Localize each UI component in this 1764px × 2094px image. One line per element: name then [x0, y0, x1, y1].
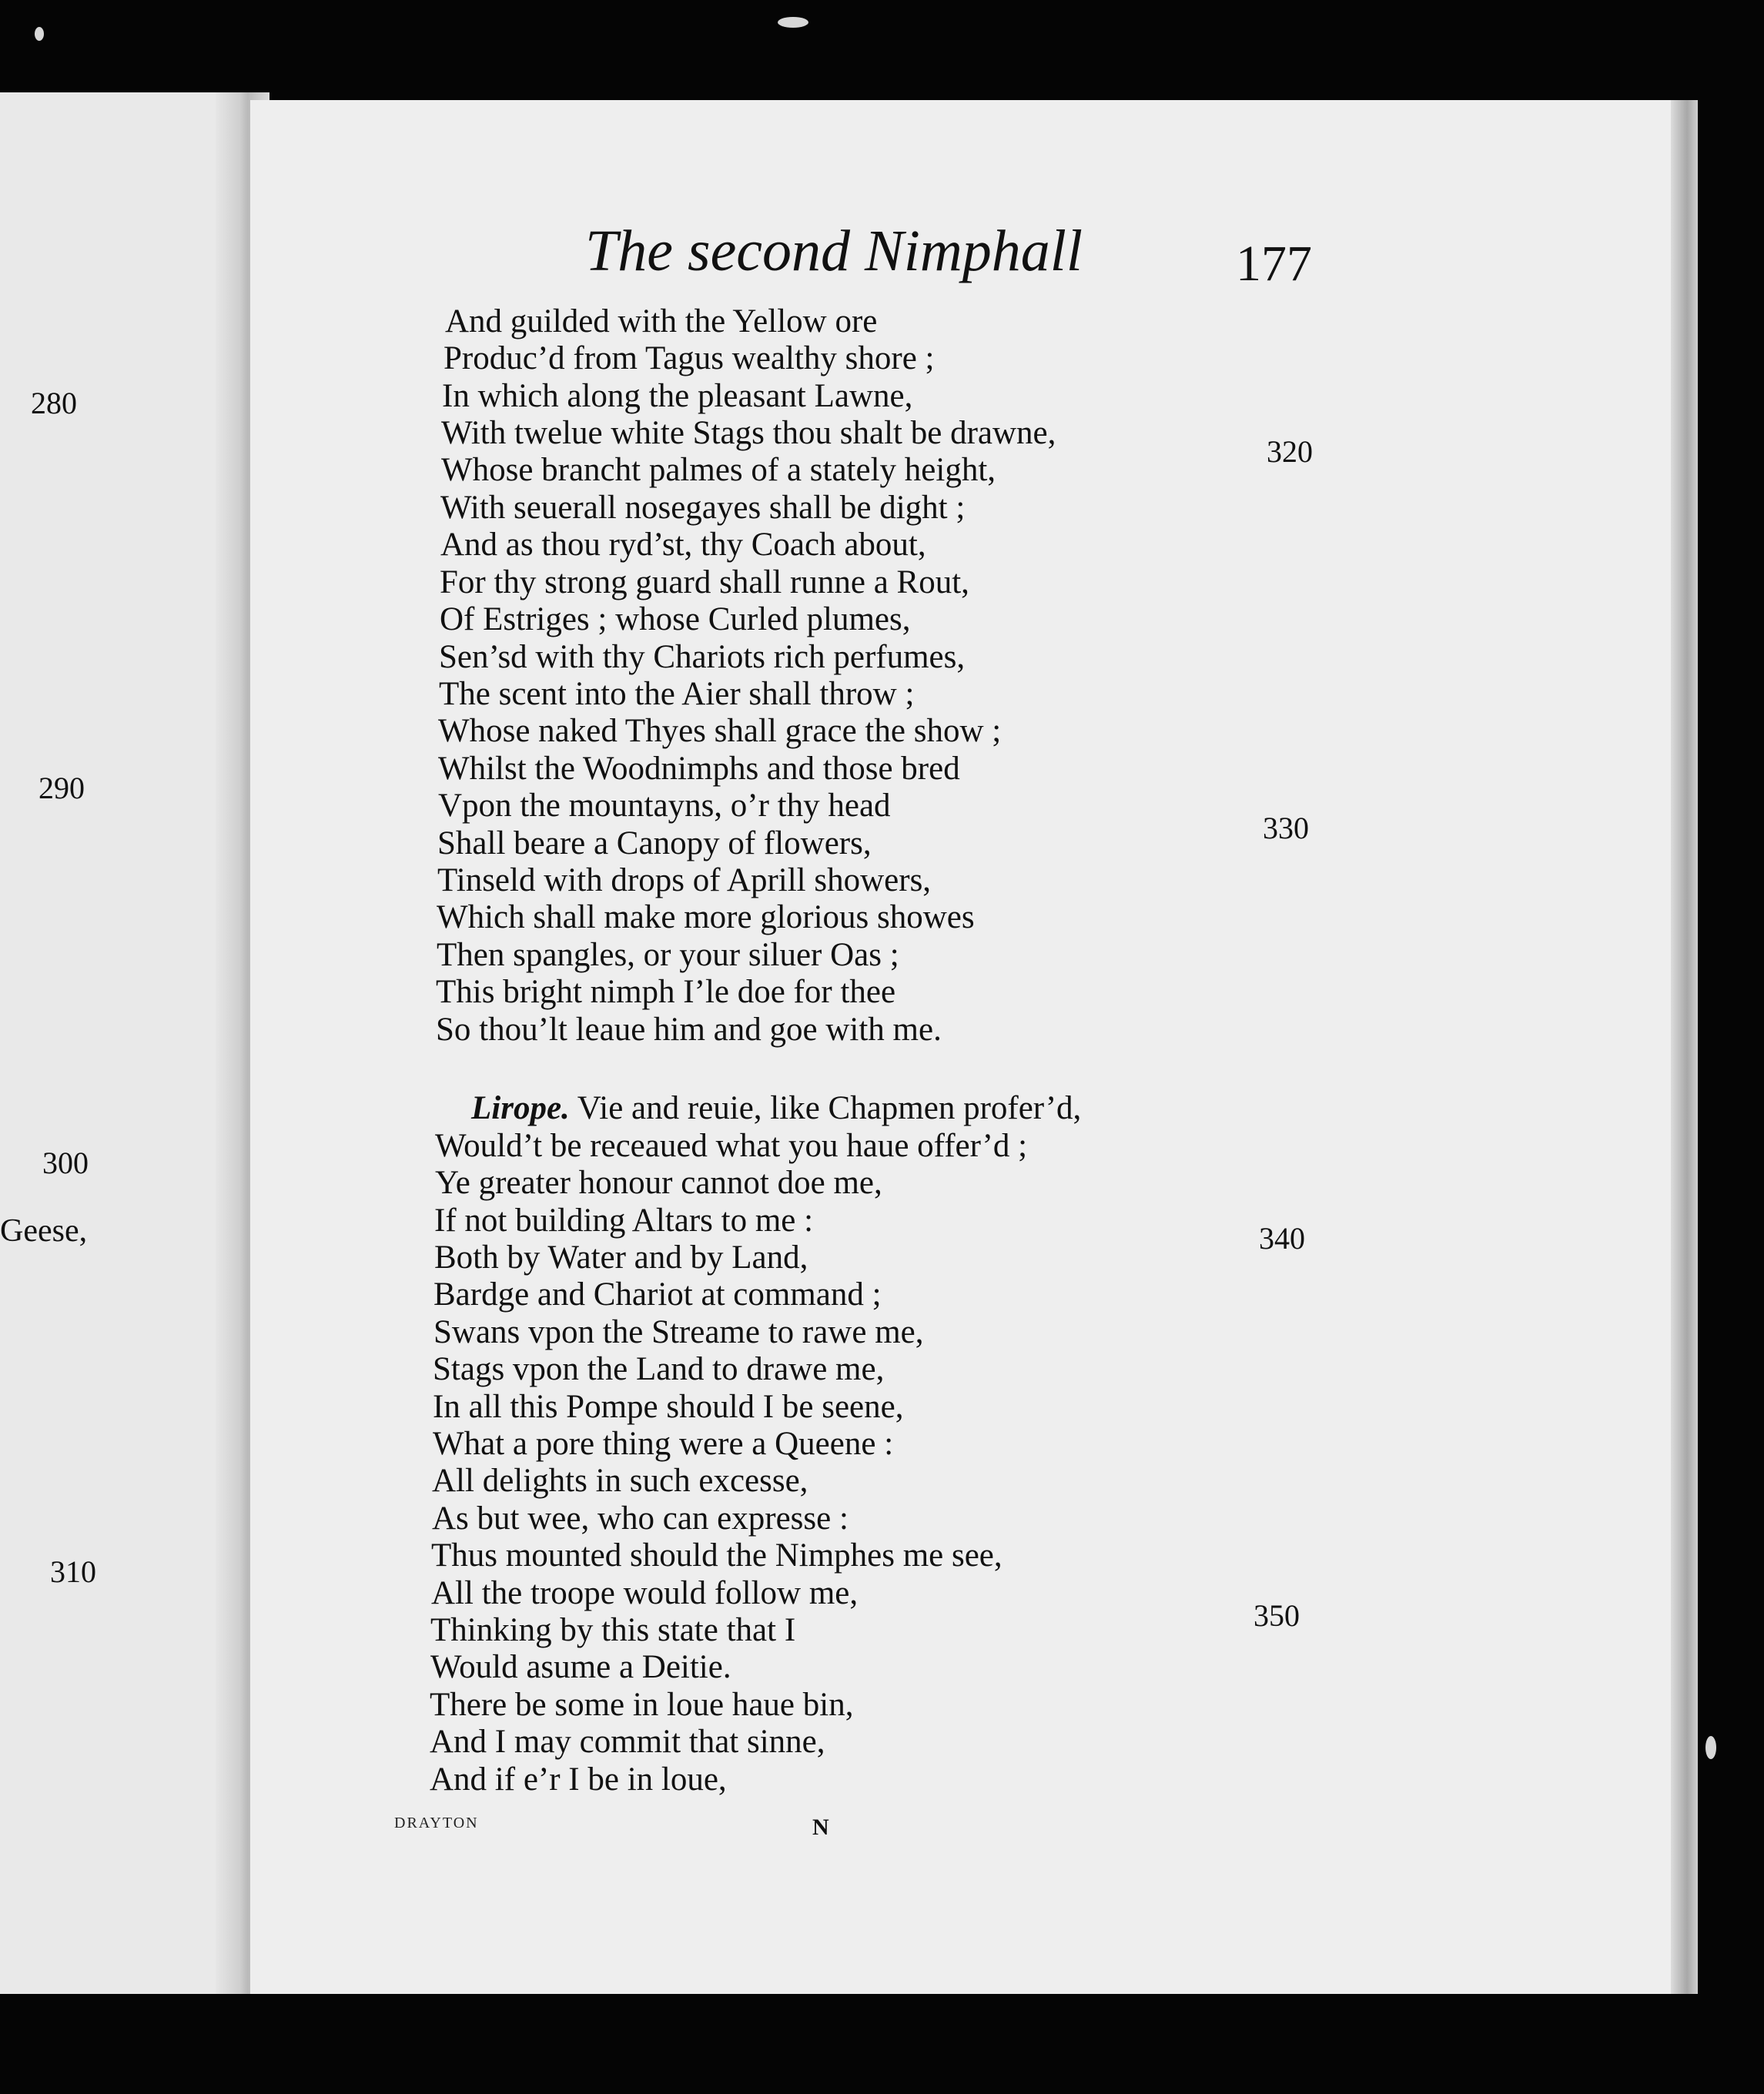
page-edge: [1671, 100, 1698, 1994]
speaker-name: Lirope.: [471, 1090, 570, 1126]
verse-line: Thus mounted should the Nimphes me see,: [431, 1537, 1003, 1574]
verse-line: Bardge and Chariot at command ;: [433, 1276, 882, 1313]
verse-line: All delights in such excesse,: [432, 1463, 808, 1499]
verse-line: Produc’d from Tagus wealthy shore ;: [444, 340, 935, 376]
left-margin-line-number: 310: [50, 1554, 96, 1589]
running-title: The second Nimphall: [585, 219, 1083, 283]
verse-line: And if e’r I be in loue,: [430, 1761, 727, 1798]
right-margin-line-number: 320: [1267, 434, 1313, 469]
verse-line: And as thou ryd’st, thy Coach about,: [440, 527, 926, 563]
verse-line: So thou’lt leaue him and goe with me.: [436, 1012, 942, 1048]
verse-line-with-speaker: [471, 1089, 1081, 1127]
verse-line: As but wee, who can expresse :: [432, 1500, 849, 1537]
left-margin-line-number: 290: [38, 771, 85, 805]
right-margin-line-number: 330: [1263, 811, 1309, 845]
scan-speck: [778, 17, 808, 28]
verse-line: And I may commit that sinne,: [430, 1724, 825, 1760]
left-margin-line-number: 280: [31, 386, 77, 420]
verse-line: Would asume a Deitie.: [430, 1649, 731, 1685]
verse-line: And guilded with the Yellow ore: [445, 303, 878, 340]
footer-signature-mark: N: [812, 1815, 829, 1840]
verse-line: In all this Pompe should I be seene,: [433, 1389, 904, 1425]
verse-line: Shall beare a Canopy of flowers,: [437, 825, 872, 861]
verse-line: Of Estriges ; whose Curled plumes,: [440, 601, 911, 637]
verse-line: Whose brancht palmes of a stately height,: [441, 452, 996, 488]
verse-line: Stags vpon the Land to drawe me,: [433, 1351, 885, 1387]
verse-line: Thinking by this state that I: [430, 1612, 796, 1648]
verse-line: There be some in loue haue bin,: [430, 1687, 854, 1723]
verse-line: Swans vpon the Streame to rawe me,: [433, 1314, 924, 1350]
left-page-fragment: [0, 92, 243, 1994]
verse-line: Both by Water and by Land,: [434, 1239, 808, 1276]
right-margin-line-number: 340: [1259, 1221, 1305, 1256]
verse-line: Vpon the mountayns, o’r thy head: [438, 788, 891, 824]
verse-line: In which along the pleasant Lawne,: [442, 378, 913, 414]
verse-line: Ye greater honour cannot doe me,: [435, 1165, 882, 1201]
verse-line: This bright nimph I’le doe for thee: [436, 974, 896, 1010]
verse-line: With twelue white Stags thou shalt be drawne,: [441, 415, 1056, 451]
right-margin-line-number: 350: [1254, 1598, 1300, 1633]
verse-line-text: Vie and reuie, like Chapmen profer’d,: [577, 1090, 1082, 1126]
footer-signature: DRAYTON: [394, 1815, 479, 1831]
verse-line: Tinseld with drops of Aprill showers,: [437, 862, 932, 898]
scan-speck: [1705, 1736, 1716, 1759]
verse-line: What a pore thing were a Queene :: [433, 1426, 894, 1462]
verse-line: The scent into the Aier shall throw ;: [439, 676, 915, 712]
verse-line: With seuerall nosegayes shall be dight ;: [440, 490, 966, 526]
left-margin-line-number: 300: [42, 1146, 89, 1180]
verse-line: For thy strong guard shall runne a Rout,: [440, 564, 969, 600]
verse-line: Whilst the Woodnimphs and those bred: [438, 751, 960, 787]
page-number: 177: [1236, 236, 1312, 292]
scan-speck: [35, 27, 44, 41]
verse-line: If not building Altars to me :: [434, 1203, 814, 1239]
verse-line: All the troope would follow me,: [431, 1575, 859, 1611]
verse-line: Whose naked Thyes shall grace the show ;: [438, 713, 1002, 749]
left-margin-word: Geese,: [0, 1213, 88, 1249]
verse-line: Which shall make more glorious showes: [437, 899, 975, 935]
verse-line: Then spangles, or your siluer Oas ;: [437, 937, 899, 973]
verse-line: Would’t be receaued what you haue offer’d ;: [435, 1128, 1028, 1164]
verse-line: Sen’sd with thy Chariots rich perfumes,: [439, 639, 966, 675]
